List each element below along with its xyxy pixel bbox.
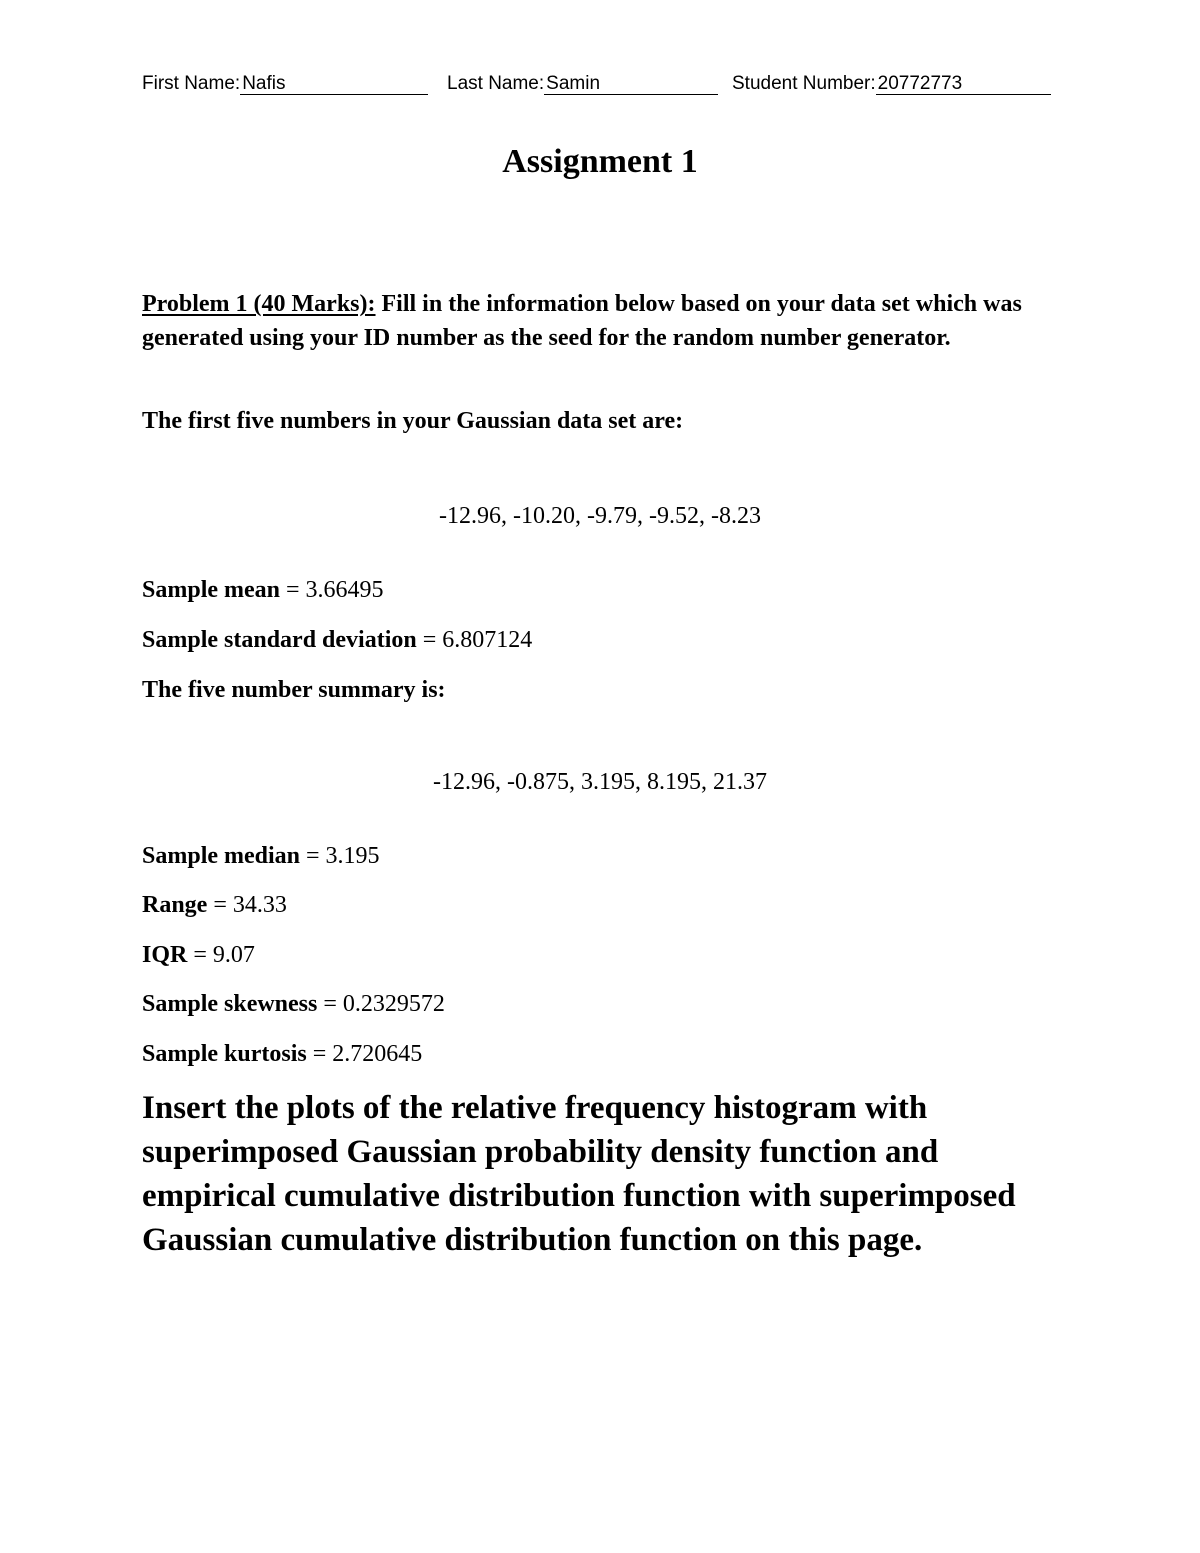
first-five-label: The first five numbers in your Gaussian data set are: xyxy=(142,408,684,434)
kurtosis-line xyxy=(142,1037,422,1071)
skewness-label: Sample skewness xyxy=(142,991,318,1017)
last-name-value: Samin xyxy=(544,74,718,95)
iqr-label: IQR xyxy=(142,942,188,968)
problem-instructions: Fill in the information below based on your data set which was generated using your ID number as the seed for the random number generator. xyxy=(142,291,1022,351)
sample-mean-label: Sample mean xyxy=(142,577,280,603)
range-label: Range xyxy=(142,892,208,918)
sample-mean-value: = 3.66495 xyxy=(286,577,384,603)
first-name-label: First Name: xyxy=(142,73,241,94)
sample-median-value: = 3.195 xyxy=(306,843,380,869)
page-title: Assignment 1 xyxy=(502,143,698,180)
student-number-value: 20772773 xyxy=(876,74,1051,95)
last-name-label: Last Name: xyxy=(447,73,545,94)
last-name-group xyxy=(447,70,718,98)
sample-sd-label: Sample standard deviation xyxy=(142,627,417,653)
kurtosis-value: = 2.720645 xyxy=(312,1041,423,1067)
problem-paragraph xyxy=(142,287,1042,355)
skewness-line xyxy=(142,987,445,1021)
first-name-value: Nafis xyxy=(240,74,428,95)
range-line xyxy=(142,888,287,922)
student-number-group xyxy=(732,70,1051,98)
five-summary-label: The five number summary is: xyxy=(142,677,446,703)
insert-plots-instruction: Insert the plots of the relative frequency histogram with superimposed Gaussian probability density function and empirical cumulative distribution function with superimposed Gaussian cumulative distribution function on this page. xyxy=(142,1090,1016,1258)
sample-median-label: Sample median xyxy=(142,843,301,869)
range-value: = 34.33 xyxy=(213,892,287,918)
kurtosis-label: Sample kurtosis xyxy=(142,1041,307,1067)
skewness-value: = 0.2329572 xyxy=(323,991,445,1017)
sample-median-line xyxy=(142,839,380,873)
sample-sd-value: = 6.807124 xyxy=(422,627,533,653)
five-summary-values: -12.96, -0.875, 3.195, 8.195, 21.37 xyxy=(433,769,767,795)
iqr-line xyxy=(142,938,255,972)
problem-heading: Problem 1 (40 Marks): xyxy=(142,291,376,317)
student-number-label: Student Number: xyxy=(732,73,876,94)
iqr-value: = 9.07 xyxy=(193,942,255,968)
sample-sd-line xyxy=(142,623,532,657)
first-name-group xyxy=(142,70,428,98)
first-five-values: -12.96, -10.20, -9.79, -9.52, -8.23 xyxy=(439,503,761,529)
sample-mean-line xyxy=(142,573,384,607)
